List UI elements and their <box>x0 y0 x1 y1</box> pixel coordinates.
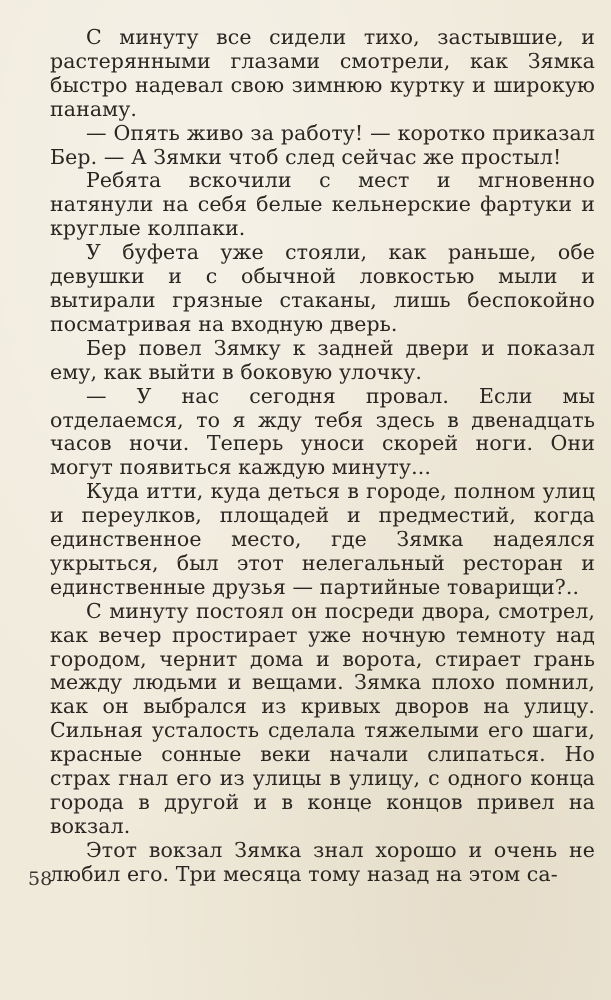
paragraph: Этот вокзал Зямка знал хорошо и очень не любил его. Три месяца тому назад на этом са- <box>50 837 595 886</box>
paragraph: У буфета уже стояли, как раньше, обе девушки и с обычной ловкостью мыли и вытирали грязные стаканы, лишь беспокойно посматривая на входную дверь. <box>50 240 595 336</box>
paragraph: Бер повел Зямку к задней двери и показал ему, как выйти в боковую улочку. <box>50 335 595 384</box>
paragraph: С минуту все сидели тихо, застывшие, и растерянными глазами смотрели, как Зямка быстро надевал свою зимнюю куртку и широкую панаму. <box>50 25 595 121</box>
paragraph: — У нас сегодня провал. Если мы отделаемся, то я жду тебя здесь в двенадцать часов ночи. Теперь уноси скорей ноги. Они могут появиться каждую минуту... <box>50 383 595 480</box>
page-number: 58 <box>28 868 53 890</box>
paragraph: С минуту постоял он посреди двора, смотрел, как вечер простирает уже ночную темноту над городом, чернит дома и ворота, стирает грань между людьми и вещами. Зямка плохо помнил, как он выбрался из кривых дворов на улицу. Сильная усталость сделала тяжелыми его шаги, красные сонные веки начали слипаться. Но страх гнал его из улицы в улицу, с одного конца города в другой и в конце концов привел на вокзал. <box>50 598 595 838</box>
paragraph: Куда итти, куда деться в городе, полном улиц и переулков, площадей и предместий, когда единственное место, где Зямка надеялся укрыться, был этот нелегальный ресторан и единственные друзья — партийные товарищи?.. <box>50 479 595 599</box>
paragraph: — Опять живо за работу! — коротко приказал Бер. — А Зямки чтоб след сейчас же простыл! <box>50 120 595 169</box>
paragraph: Ребята вскочили с мест и мгновенно натянули на себя белые кельнерские фартуки и круглые колпаки. <box>50 168 595 241</box>
page-text <box>50 26 595 887</box>
